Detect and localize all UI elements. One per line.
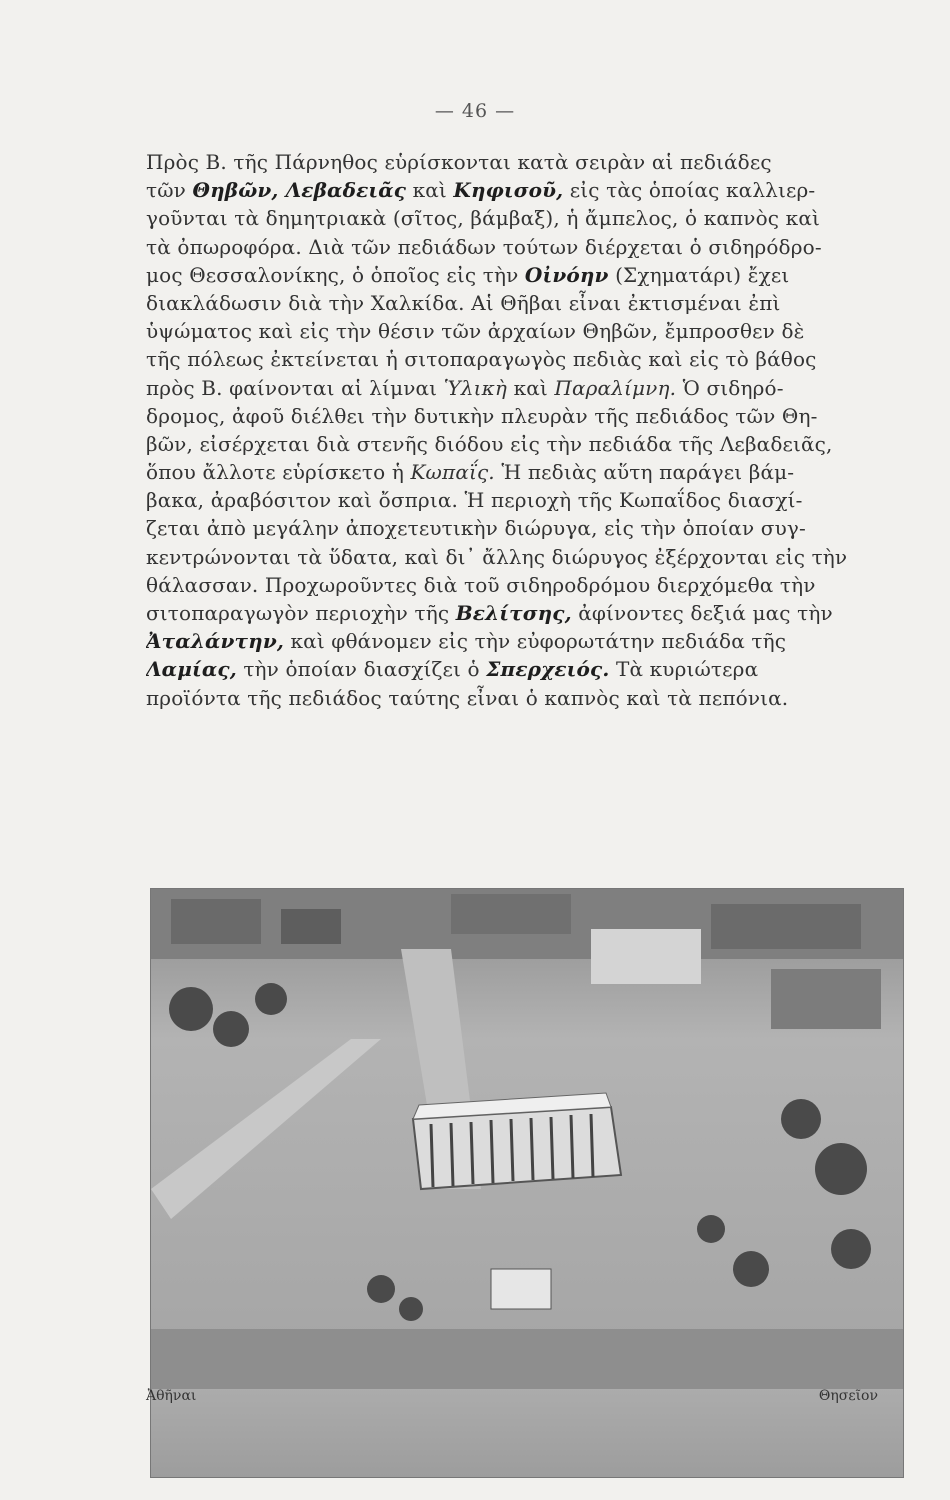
text-segment: πρὸς Β. φαίνονται αἱ λίμναι — [146, 375, 444, 400]
text-line — [146, 430, 906, 458]
text-segment: μος Θεσσαλονίκης, ὁ ὁποῖος εἰς τὴν — [146, 262, 525, 287]
text-segment: ἀφίνοντες δεξιά μας τὴν — [571, 601, 833, 625]
text-segment: Βελίτσης, — [455, 601, 572, 625]
text-line — [146, 599, 906, 627]
text-line — [146, 571, 906, 599]
text-segment: γοῦνται τὰ δημητριακὰ (σῖτος, βάμβαξ), ἡ ἄμπελος, ὁ καπνὸς καὶ — [146, 206, 820, 231]
text-segment: εἰς τὰς ὁποίας καλλιερ- — [563, 178, 816, 203]
text-line — [146, 233, 906, 261]
text-line — [146, 289, 906, 317]
text-line — [146, 543, 906, 571]
text-line — [146, 317, 906, 345]
text-segment: Πρὸς Β. τῆς Πάρνηθος εὑρίσκονται κατὰ σειρὰν αἱ πεδιάδες — [146, 150, 772, 174]
text-segment: καὶ — [406, 178, 454, 203]
text-line — [146, 261, 906, 289]
text-segment: διακλάδωσιν διὰ τὴν Χαλκίδα. Αἱ Θῆβαι εἶναι ἐκτισμέναι ἐπὶ — [146, 290, 781, 315]
text-line — [146, 402, 906, 430]
text-segment: (Σχηματάρι) ἔχει — [608, 262, 790, 287]
text-segment: Ἀταλάντην, — [146, 629, 284, 654]
photograph — [150, 888, 904, 1478]
text-line — [146, 684, 906, 712]
text-segment: Κηφισοῦ, — [453, 178, 564, 203]
caption-right: Θησεῖον — [818, 1388, 878, 1404]
page-number: — 46 — — [434, 100, 516, 122]
text-segment: Οἰνόην — [524, 262, 609, 287]
text-segment: καὶ φθάνομεν εἰς τὴν εὐφορωτάτην πεδιάδα τῆς — [284, 629, 787, 654]
text-segment: τὰ ὀπωροφόρα. Διὰ τῶν πεδιάδων τούτων διέρχεται ὁ σιδηρόδρο- — [146, 234, 822, 259]
text-segment: σιτοπαραγωγὸν περιοχὴν τῆς — [146, 601, 456, 625]
aerial-photo-theseion-icon — [151, 889, 903, 1389]
text-segment: Ἡ πεδιὰς αὕτη παράγει βάμ- — [494, 460, 795, 485]
text-segment: Παραλίμνη. — [554, 375, 677, 400]
text-line — [146, 514, 906, 542]
body-text — [146, 148, 906, 712]
text-segment: τὴν ὁποίαν διασχίζει ὁ — [236, 657, 487, 682]
text-segment: κεντρώνονται τὰ ὕδατα, καὶ δι᾽ ἄλλης διώρυγος ἐξέρχονται εἰς τὴν — [146, 544, 848, 569]
text-segment: Κωπαΐς. — [410, 460, 495, 485]
text-line — [146, 176, 906, 204]
text-segment: βῶν, εἰσέρχεται διὰ στενῆς διόδου εἰς τὴν πεδιάδα τῆς Λεβαδειᾶς, — [146, 431, 833, 456]
text-line — [146, 627, 906, 655]
text-line — [146, 486, 906, 514]
text-segment: βακα, ἀραβόσιτον καὶ ὄσπρια. Ἡ περιοχὴ τῆς Κωπαΐδος διασχί- — [146, 488, 803, 513]
text-segment: προϊόντα τῆς πεδιάδος ταύτης εἶναι ὁ καπνὸς καὶ τὰ πεπόνια. — [146, 685, 789, 710]
text-segment: τῶν — [146, 178, 193, 203]
text-segment: ὑψώματος καὶ εἰς τὴν θέσιν τῶν ἀρχαίων Θηβῶν, ἔμπροσθεν δὲ — [146, 319, 805, 344]
caption-left: Ἀθῆναι — [146, 1388, 197, 1404]
text-segment: Τὰ κυριώτερα — [609, 657, 759, 682]
text-segment: Λαμίας, — [146, 657, 237, 682]
text-segment: δρομος, ἀφοῦ διέλθει τὴν δυτικὴν πλευρὰν τῆς πεδιάδος τῶν Θη- — [146, 403, 818, 428]
text-line — [146, 345, 906, 373]
text-segment: καὶ — [507, 375, 555, 400]
text-line — [146, 148, 906, 176]
text-line — [146, 204, 906, 232]
text-segment: Θηβῶν, Λεβαδειᾶς — [192, 178, 407, 203]
text-segment: Ὑλικὴ — [443, 375, 508, 400]
text-segment: θάλασσαν. Προχωροῦντες διὰ τοῦ σιδηροδρόμου διερχόμεθα τὴν — [146, 572, 816, 597]
text-segment: τῆς πόλεως ἐκτείνεται ἡ σιτοπαραγωγὸς πεδιὰς καὶ εἰς τὸ βάθος — [146, 347, 817, 372]
text-segment: Ὁ σιδηρό- — [676, 375, 784, 400]
text-segment: Σπερχειός. — [486, 657, 610, 682]
text-segment: ὅπου ἄλλοτε εὑρίσκετο ἡ — [146, 460, 411, 485]
text-line — [146, 458, 906, 486]
text-segment: ζεται ἀπὸ μεγάλην ἀποχετευτικὴν διώρυγα, εἰς τὴν ὁποίαν συγ- — [146, 516, 806, 541]
text-line — [146, 374, 906, 402]
text-line — [146, 655, 906, 683]
